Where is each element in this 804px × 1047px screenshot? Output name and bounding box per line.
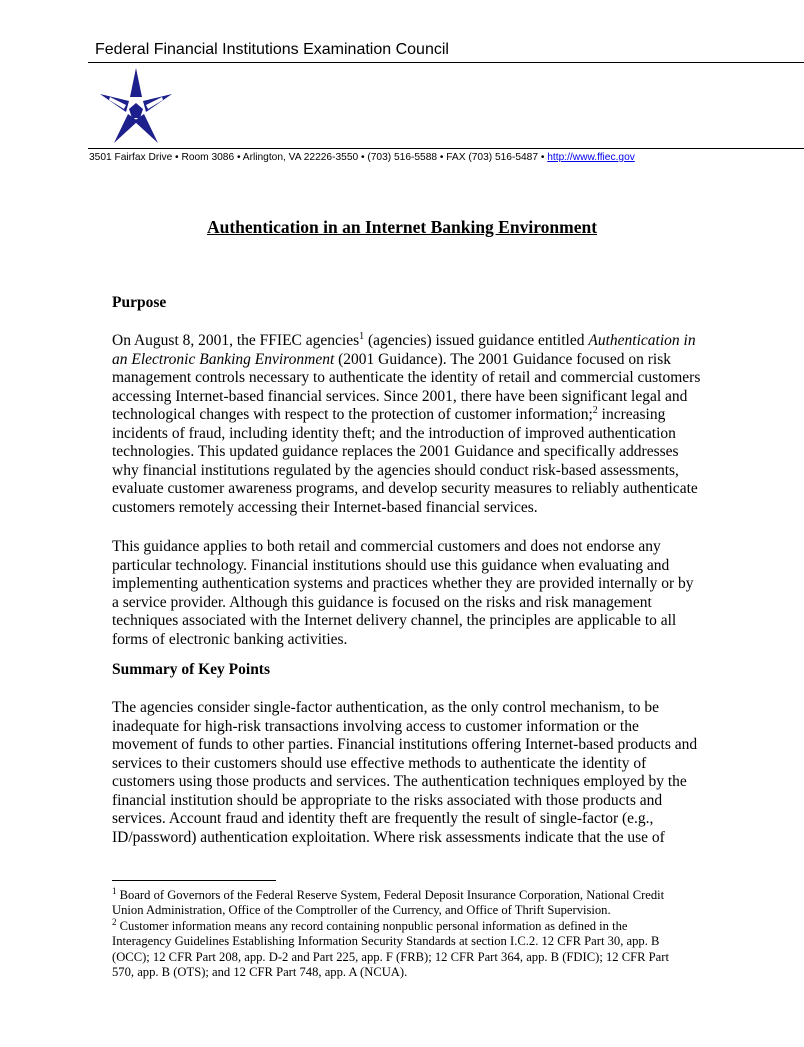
text-line: movement of funds to other parties. Financial institutions offering Internet-based products and (112, 736, 698, 753)
text-line: ID/password) authentication exploitation. Where risk assessments indicate that the use of (112, 828, 665, 846)
ffiec-star-logo-icon (96, 67, 176, 145)
text-line: This guidance applies to both retail and commercial customers and does not endorse any (112, 538, 661, 555)
document-title-text: Authentication in an Internet Banking Environment (206, 217, 598, 237)
text-line: financial institution should be appropriate to the risks associated with those products and (112, 791, 663, 809)
text-line: implementing authentication systems and practices whether they are provided internally or by (112, 575, 694, 592)
letterhead-top-rule (88, 62, 804, 63)
footnote-ref-1: 1 (359, 330, 365, 342)
document-title (0, 217, 804, 238)
footnote-number-2: 2 (112, 916, 117, 927)
text-line (112, 351, 732, 370)
text-line: techniques associated with the Internet delivery channel, the principles are applicable to all (112, 612, 677, 629)
footnote-number-1: 1 (112, 885, 117, 896)
text-run: On August 8, 2001, the FFIEC agencies (112, 332, 360, 349)
text-run: (2001 Guidance). The 2001 Guidance focused on risk (334, 350, 672, 368)
summary-heading: Summary of Key Points (112, 661, 271, 678)
purpose-paragraph-1 (112, 332, 732, 517)
text-line (112, 406, 732, 425)
text-line: accessing Internet-based financial services. Since 2001, there have been significant legal and (112, 387, 688, 405)
text-line: customers remotely accessing their Internet-based financial services. (112, 498, 538, 516)
italic-title-run: Authentication in (588, 332, 696, 349)
text-line: services to their customers should use effective methods to authenticate the identity of (112, 754, 647, 772)
website-link[interactable]: http://www.ffiec.gov (547, 152, 635, 163)
text-line: incidents of fraud, including identity theft; and the introduction of improved authentication (112, 424, 676, 442)
footnote-separator (112, 880, 276, 881)
text-line: The agencies consider single-factor authentication, as the only control mechanism, to be (112, 699, 660, 716)
text-run: increasing (597, 406, 666, 423)
logo-star-shapes (100, 68, 172, 143)
footnote-2-line: Interagency Guidelines Establishing Information Security Standards at section I.C.2. 12 CFR Part 30, app. B (112, 934, 660, 949)
text-line: a service provider. Although this guidance is focused on the risks and risk management (112, 593, 652, 611)
text-line: forms of electronic banking activities. (112, 630, 348, 648)
summary-paragraph (112, 699, 732, 847)
italic-title-run: an Electronic Banking Environment (112, 350, 335, 368)
footnote-1-line: Union Administration, Office of the Comptroller of the Currency, and Office of Thrift Supervision. (112, 903, 611, 918)
letterhead-bottom-rule (88, 148, 804, 149)
text-run: Board of Governors of the Federal Reserve System, Federal Deposit Insurance Corporation, National Credit (116, 888, 665, 902)
footnote-2-line (112, 916, 669, 934)
org-name: Federal Financial Institutions Examination Council (95, 41, 449, 58)
text-line: inadequate for high-risk transactions involving access to customer information or the (112, 717, 639, 735)
text-line: why financial institutions regulated by the agencies should conduct risk-based assessments, (112, 461, 679, 479)
address-text: 3501 Fairfax Drive • Room 3086 • Arlington, VA 22226-3550 • (703) 516-5588 • FAX (703) 516-5487 • (89, 152, 548, 163)
text-line (112, 332, 732, 351)
footnotes (112, 885, 669, 980)
text-run: Customer information means any record containing nonpublic personal information as defined in the (116, 918, 628, 933)
text-line: technologies. This updated guidance replaces the 2001 Guidance and specifically addresses (112, 443, 679, 460)
footnote-1-line (112, 885, 669, 903)
letterhead-address (89, 152, 635, 163)
text-line: customers using those products and services. The authentication techniques employed by the (112, 773, 687, 790)
text-line: management controls necessary to authenticate the identity of retail and commercial customers (112, 369, 701, 386)
footnote-ref-2: 2 (592, 404, 598, 416)
text-run: (agencies) issued guidance entitled (364, 332, 589, 349)
text-line: services. Account fraud and identity theft are frequently the result of single-factor (e.g., (112, 810, 654, 827)
text-line: particular technology. Financial institutions should use this guidance when evaluating and (112, 556, 670, 574)
purpose-paragraph-2 (112, 538, 732, 649)
text-run: technological changes with respect to the protection of customer information; (112, 406, 593, 423)
footnote-2-line: 570, app. B (OTS); and 12 CFR Part 748, app. A (NCUA). (112, 965, 408, 980)
purpose-heading: Purpose (112, 294, 167, 311)
text-line: evaluate customer awareness programs, and develop security measures to reliably authenticate (112, 480, 698, 497)
footnote-2-line: (OCC); 12 CFR Part 208, app. D-2 and Part 225, app. F (FRB); 12 CFR Part 364, app. B (FDIC); 12 CFR Part (112, 949, 669, 964)
